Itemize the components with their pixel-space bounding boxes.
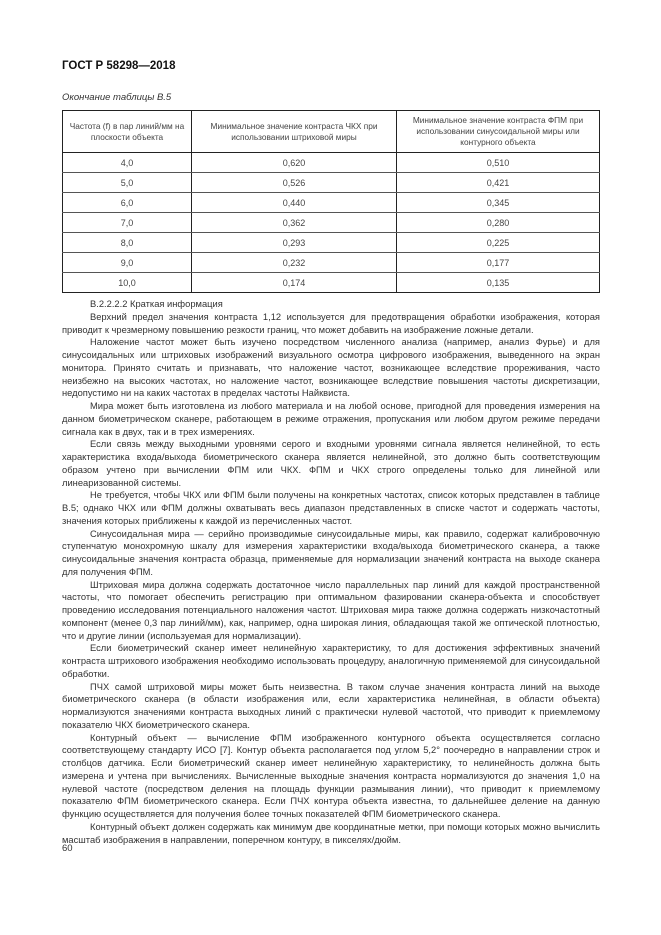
table-cell: 0,526 xyxy=(192,173,397,193)
table-row xyxy=(63,153,600,173)
table-cell: 0,280 xyxy=(397,213,600,233)
table-row xyxy=(63,253,600,273)
paragraph: Если биометрический сканер имеет нелинейную характеристику, то для достижения эффективных значений контраста штрихового изображения необходимо использовать процедуру, аналогичную применяемой для синусоидальной обработки. xyxy=(62,643,600,679)
section-heading: В.2.2.2.2 Краткая информация xyxy=(90,299,223,309)
table-cell: 0,293 xyxy=(192,233,397,253)
table-cell: 0,177 xyxy=(397,253,600,273)
table-cell: 0,362 xyxy=(192,213,397,233)
table-cell: 7,0 xyxy=(63,213,192,233)
contrast-table xyxy=(62,110,600,293)
table-cell: 0,135 xyxy=(397,273,600,293)
table-cell: 4,0 xyxy=(63,153,192,173)
column-header-frequency: Частота (f) в пар линий/мм на плоскости объекта xyxy=(63,111,192,153)
paragraph: Не требуется, чтобы ЧКХ или ФПМ были получены на конкретных частотах, список которых представлен в таблице В.5; однако ЧКХ или ФПМ должны охватывать весь диапазон представленных в списке частот и содержать частоты, значения которых приближены к каждой из перечисленных частот. xyxy=(62,490,600,526)
paragraph: Наложение частот может быть изучено посредством численного анализа (например, анализ Фурье) и для синусоидальных или штриховых изображений визуального осмотра цифрового изображения, выведенного на экран монитора. Принято считать и признавать, что наложение частот, возникающее вследствие прореживания, часто неизбежно на высоких частотах, но наложение частот, возникающее вследствие повышения частоты дискретизации, недопустимо ни на каких частотах в пределах частоты Найквиста. xyxy=(62,337,600,399)
paragraph: Контурный объект должен содержать как минимум две координатные метки, при помощи которых можно вычислить масштаб изображения в направлении, поперечном контуру, в пикселях/дюйм. xyxy=(62,821,600,845)
page-number: 60 xyxy=(62,843,73,854)
paragraph: Синусоидальная мира — серийно производимые синусоидальные миры, как правило, содержат калибровочную ступенчатую монохромную шкалу для измерения характеристики входа/выхода биометрического сканера, а также синусоидальные значения контраста образца, применяемые для нормализации значений контраста на выходе сканера для получения ФПМ. xyxy=(62,528,600,577)
paragraph: Мира может быть изготовлена из любого материала и на любой основе, пригодной для проведения измерения на данном биометрическом сканере, работающем в режиме отражения, пропускания или любом другом режиме передачи сигнала как в двух, так и в трех измерениях. xyxy=(62,401,600,437)
table-row xyxy=(63,193,600,213)
table-cell: 5,0 xyxy=(63,173,192,193)
table-row xyxy=(63,173,600,193)
table-cell: 0,421 xyxy=(397,173,600,193)
document-header: ГОСТ Р 58298—2018 xyxy=(62,60,176,72)
table-row xyxy=(63,213,600,233)
table-cell: 0,510 xyxy=(397,153,600,173)
table-cell: 6,0 xyxy=(63,193,192,213)
table-cell: 8,0 xyxy=(63,233,192,253)
table-cell: 0,440 xyxy=(192,193,397,213)
document-body xyxy=(62,298,600,846)
table-cell: 0,232 xyxy=(192,253,397,273)
table-row xyxy=(63,273,600,293)
table-cell: 0,174 xyxy=(192,273,397,293)
table-row xyxy=(63,233,600,253)
column-header-ckh: Минимальное значение контраста ЧКХ при использовании штриховой миры xyxy=(192,111,397,153)
table-caption: Окончание таблицы В.5 xyxy=(62,92,172,103)
paragraph: Если связь между выходными уровнями серого и входными уровнями сигнала является нелинейной, то есть характеристика входа/выхода биометрического сканера является нелинейной, это должно быть соответствующим образом учтено при вычислении ФПМ или ЧКХ. ФПМ и ЧКХ строго определены только для линейной или линеаризованной системы. xyxy=(62,439,600,488)
paragraph: Штриховая мира должна содержать достаточное число параллельных пар линий для каждой пространственной частоты, что помогает обеспечить регистрацию при оптимальном фазировании сканера-объекта и способствует проведению исследования потенциального наложения частот. Штриховая мира также должна содержать низкочастотный компонент (менее 0,3 пар линий/мм), как, например, одна широкая линия, обладающая такой же оптической плотностью, что и другие линии (используемая для нормализации). xyxy=(62,579,600,641)
table-cell: 0,620 xyxy=(192,153,397,173)
table-cell: 9,0 xyxy=(63,253,192,273)
paragraph: ПЧХ самой штриховой миры может быть неизвестна. В таком случае значения контраста линий на выходе биометрического сканера (в области изображения или, если характеристика нелинейная, в области объекта) нормализуются значениями контраста выходных линий с практически нулевой частотой, что приводит к приемлемому показателю ЧКХ биометрического сканера. xyxy=(62,681,600,730)
table-cell: 0,225 xyxy=(397,233,600,253)
paragraph: Контурный объект — вычисление ФПМ изображенного контурного объекта осуществляется согласно соответствующему стандарту ИСО [7]. Контур объекта располагается под углом 5,2° поочередно в направлении строк и столбцов датчика. Если биометрический сканер имеет нелинейную характеристику, то нелинейность должна быть измерена и учтена при вычислениях. Вычисленные выходные значения контраста нормализуются до значения 1,0 на нулевой частоте (посредством деления на площадь функции размывания линии), что приводит к приемлемому показателю ФПМ биометрического сканера. Если ПЧХ контура объекта известна, то дальнейшее деление на данную функцию осуществляется для получения более точных показателей ФПМ биометрического сканера. xyxy=(62,732,600,819)
column-header-fpm: Минимальное значение контраста ФПМ при использовании синусоидальной миры или контурного объекта xyxy=(397,111,600,153)
table-cell: 0,345 xyxy=(397,193,600,213)
table-cell: 10,0 xyxy=(63,273,192,293)
paragraph: Верхний предел значения контраста 1,12 используется для предотвращения обработки изображения, которая приводит к чрезмерному повышению резкости границ, что может добавить на изображение ложные детали. xyxy=(62,311,600,335)
